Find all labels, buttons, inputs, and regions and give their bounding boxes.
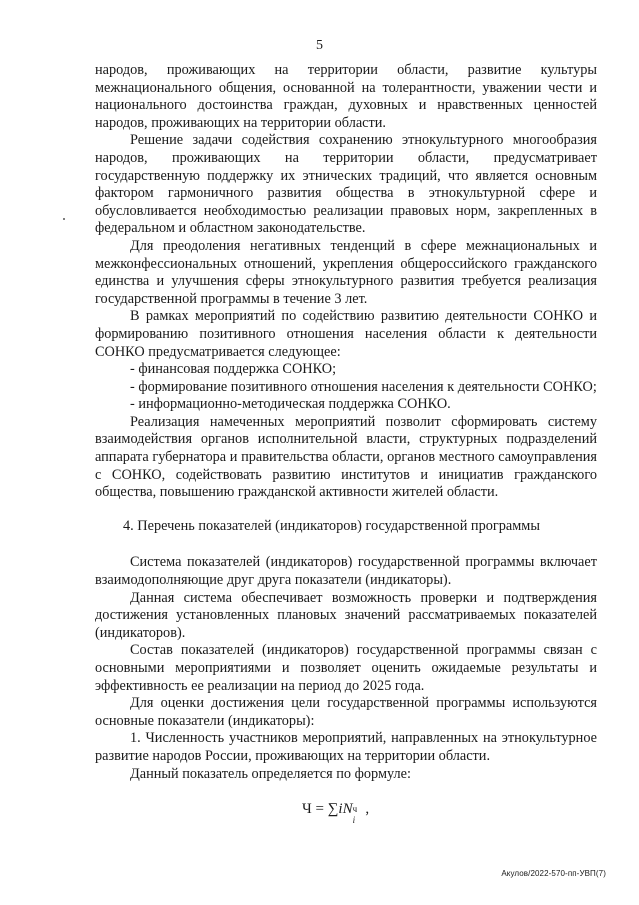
formula-subscript: i xyxy=(352,815,356,826)
document-body xyxy=(95,62,597,826)
list-item: - информационно-методическая поддержка СОНКО. xyxy=(130,396,451,413)
paragraph-negative-tendencies: Для преодоления негативных тенденций в сфере межнациональных и межконфессиональных отношений, укрепления общероссийского гражданского единства и улучшения сферы этнокультурного развития требуется реализация государственной программы в течение 3 лет. xyxy=(95,237,597,307)
formula-tail: , xyxy=(361,801,370,818)
formula-sum: ∑ xyxy=(327,801,339,818)
margin-mark xyxy=(63,218,65,220)
formula-equals: = xyxy=(311,801,328,818)
list-item: - финансовая поддержка СОНКО; xyxy=(130,361,337,378)
formula xyxy=(95,801,597,826)
paragraph-continuation: народов, проживающих на территории области, развитие культуры межнационального общения, основанной на толерантности, уважении чести и национального достоинства граждан, духовных и нравственных ценностей народов, проживающих на территории области. xyxy=(95,62,597,131)
formula-indices xyxy=(352,804,362,826)
paragraph-indicator-1: 1. Численность участников мероприятий, направленных на этнокультурное развитие народов России, проживающих на территории области. xyxy=(95,730,597,764)
formula-variable: iN xyxy=(338,801,353,818)
paragraph-ethnocultural-diversity: Решение задачи содействия сохранению этнокультурного многообразия народов, проживающих на территории области, предусматривает государственную поддержку их этнических традиций, что является основным фактором гармоничного развития общества в этнокультурной сфере и обусловливается необходимостью реализации правовых норм, закрепленных в федеральном и областном законодательстве. xyxy=(95,132,597,237)
page-number: 5 xyxy=(316,38,323,53)
formula-superscript: ч xyxy=(352,804,358,815)
paragraph-sonko-measures: В рамках мероприятий по содействию развитию деятельности СОНКО и формированию позитивного отношения населения области к деятельности СОНКО предусматривается следующее: xyxy=(95,308,597,360)
list-item: - формирование позитивного отношения населения к деятельности СОНКО; xyxy=(130,378,597,395)
paragraph-implementation: Реализация намеченных мероприятий позволит сформировать систему взаимодействия органов исполнительной власти, структурных подразделений аппарата губернатора и правительства области, органов местного самоуправления с СОНКО, содействовать развитию институтов и инициатив гражданского общества, повышению гражданской активности жителей области. xyxy=(95,413,597,501)
section-heading: 4. Перечень показателей (индикаторов) государственной программы xyxy=(123,517,540,534)
paragraph-indicator-composition: Состав показателей (индикаторов) государственной программы связан с основными мероприятиями и позволяет оценить ожидаемые результаты и эффективность ее реализации на период до 2025 года. xyxy=(95,642,597,694)
paragraph-verification: Данная система обеспечивает возможность проверки и подтверждения достижения установленных плановых значений рассматриваемых показателей (индикаторов). xyxy=(95,589,597,641)
paragraph-formula-intro: Данный показатель определяется по формуле: xyxy=(130,765,411,782)
paragraph-goal-assessment: Для оценки достижения цели государственной программы используются основные показатели (индикаторы): xyxy=(95,695,597,729)
paragraph-indicator-system: Система показателей (индикаторов) государственной программы включает взаимодополняющие друг друга показатели (индикаторы). xyxy=(95,554,597,589)
document-code: Акулов/2022-570-пп-УВП(7) xyxy=(501,869,606,878)
formula-lhs: Ч xyxy=(302,801,312,818)
